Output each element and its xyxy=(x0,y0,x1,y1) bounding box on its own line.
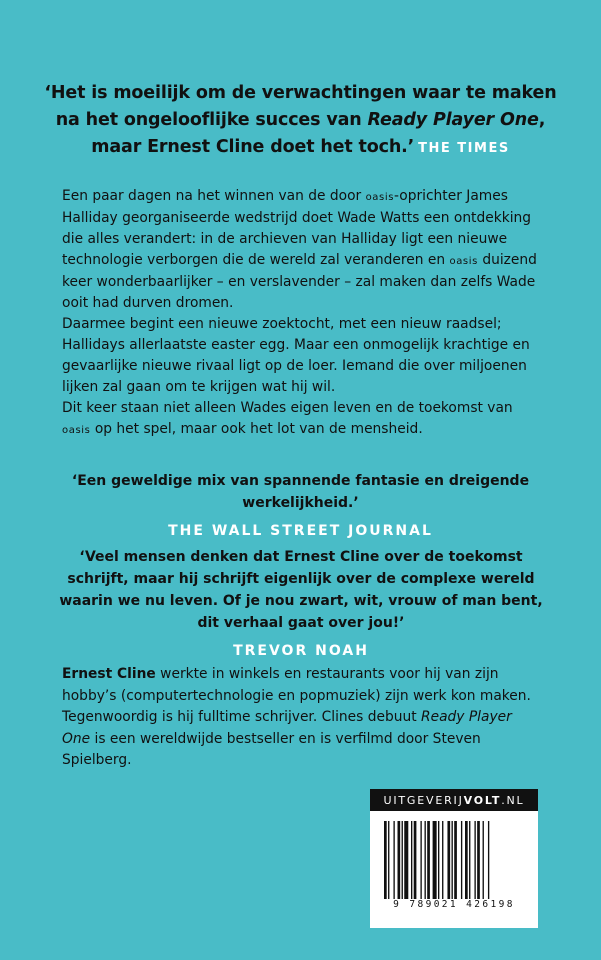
barcode-bar xyxy=(420,821,421,899)
barcode-bar xyxy=(452,821,453,899)
noah-quote-source: TREVOR NOAH xyxy=(233,643,369,659)
author-bio-book-title: Ready Player One xyxy=(62,709,512,747)
main-quote-line1: ‘Het is moeilijk om de verwachtingen waar te maken xyxy=(44,83,557,103)
barcode-bar xyxy=(411,821,412,899)
barcode-bar xyxy=(402,821,403,899)
main-quote-line2-post: , xyxy=(538,110,546,130)
main-quote-source: THE TIMES xyxy=(418,141,510,156)
oasis-term: oasis xyxy=(62,425,91,436)
publisher-post: .NL xyxy=(501,793,525,807)
blurb-p1-b: -oprichter James Halliday georganiseerde wedstrijd doet Wade Watts een ontdekking die alles verandert: in de archieven van Halliday ligt een nieuwe technologie verborgen die de wereld zal veranderen en xyxy=(62,188,532,268)
blurb-p1-a: Een paar dagen na het winnen van de door xyxy=(62,188,366,204)
barcode-bar xyxy=(465,821,468,899)
noah-quote-text: ‘Veel mensen denken dat Ernest Cline over de toekomst schrijft, maar hij schrijft eigenlijk over de complexe wereld waarin we nu leven. Of je nou zwart, wit, vrouw of man bent, dit verhaal gaat over jou!’ xyxy=(59,549,543,631)
barcode-bar xyxy=(461,821,462,899)
isbn-number: 9 789021 426198 xyxy=(393,899,515,910)
wsj-quote-source: THE WALL STREET JOURNAL xyxy=(168,523,433,539)
noah-quote xyxy=(58,546,544,662)
oasis-term: oasis xyxy=(449,256,478,267)
barcode-bar xyxy=(454,821,457,899)
author-name: Ernest Cline xyxy=(62,666,156,682)
wsj-quote-text: ‘Een geweldige mix van spannende fantasie en dreigende werkelijkheid.’ xyxy=(71,473,530,511)
wsj-quote xyxy=(40,470,561,542)
barcode-bar xyxy=(477,821,480,899)
blurb-p1-c: duizend keer wonderbaarlijker – en verslavender – zal maken dan zelfs Wade ooit had durven dromen. xyxy=(62,252,537,311)
publisher-label xyxy=(370,789,538,811)
barcode-bar xyxy=(442,821,443,899)
barcode xyxy=(370,811,538,928)
barcode-bar xyxy=(433,821,437,899)
main-quote-book-title: Ready Player One xyxy=(367,110,539,130)
barcode-bar xyxy=(393,821,394,899)
publisher-pre: UITGEVERIJ xyxy=(383,793,464,807)
barcode-bar xyxy=(398,821,401,899)
author-bio xyxy=(62,664,544,772)
barcode-bar xyxy=(388,821,389,899)
barcode-bar xyxy=(425,821,426,899)
barcode-bar xyxy=(384,821,387,899)
main-quote-line3: maar Ernest Cline doet het toch.’ xyxy=(91,137,415,157)
main-quote xyxy=(40,80,561,162)
author-bio-text-b: is een wereldwijde bestseller en is verfilmd door Steven Spielberg. xyxy=(62,730,481,768)
barcode-bar xyxy=(488,821,489,899)
author-bio-text-a: werkte in winkels en restaurants voor hij van zijn hobby’s (computertechnologie en popmuziek) zijn werk kon maken. Tegenwoordig is hij fulltime schrijver. Clines debuut xyxy=(62,666,531,725)
barcode-bar xyxy=(447,821,450,899)
blurb-paragraph-3 xyxy=(62,398,544,441)
blurb-p3-a: Dit keer staan niet alleen Wades eigen leven en de toekomst van xyxy=(62,400,513,416)
main-quote-line2-pre: na het ongelooflijke succes van xyxy=(55,110,368,130)
blurb-paragraph-1 xyxy=(62,186,544,314)
blurb xyxy=(62,186,544,441)
publisher-bold: VOLT xyxy=(463,793,502,807)
barcode-bar xyxy=(483,821,484,899)
blurb-p3-b: op het spel, maar ook het lot van de mensheid. xyxy=(90,421,423,437)
barcode-bar xyxy=(469,821,470,899)
barcode-bar xyxy=(427,821,430,899)
blurb-paragraph-2: Daarmee begint een nieuwe zoektocht, met een nieuw raadsel; Hallidays allerlaatste easter egg. Maar een onmogelijk krachtige en gevaarlijke nieuwe rivaal ligt op de loer. Iemand die over miljoenen lijken zal gaan om te krijgen wat hij wil. xyxy=(62,316,530,395)
oasis-term: oasis xyxy=(365,192,395,203)
barcode-bar xyxy=(474,821,475,899)
barcode-bar xyxy=(438,821,439,899)
barcode-bars xyxy=(384,821,524,899)
barcode-bar xyxy=(404,821,408,899)
barcode-bar xyxy=(414,821,417,899)
